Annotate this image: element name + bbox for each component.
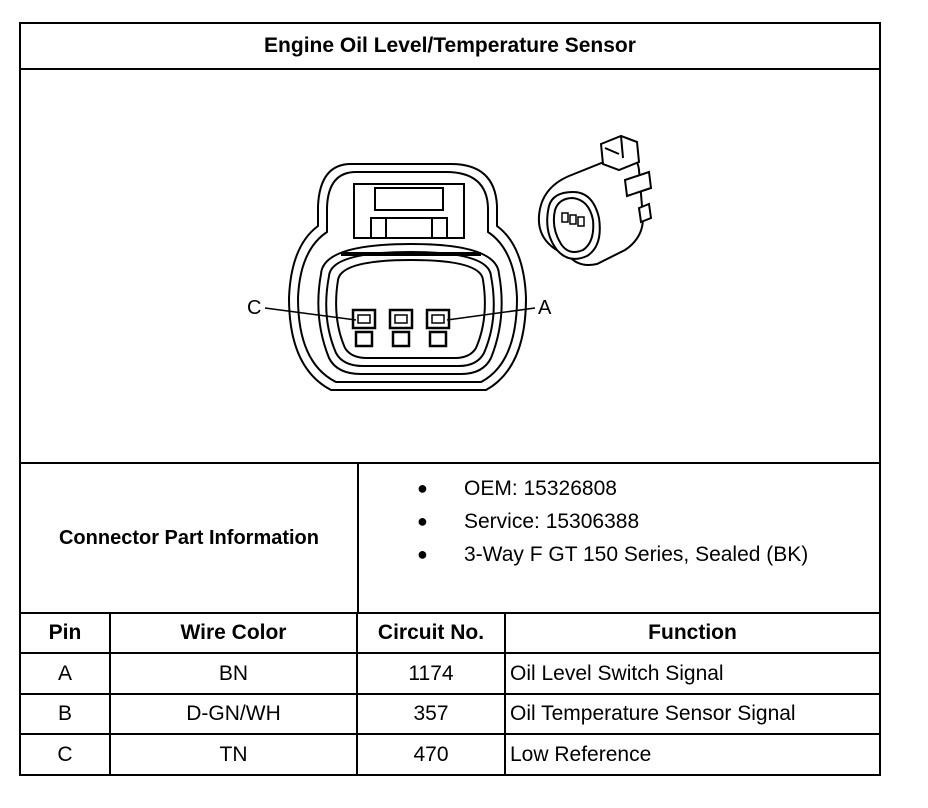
latch-tab: [371, 218, 447, 238]
bullet-icon: ●: [417, 478, 428, 498]
table-row: [21, 734, 879, 774]
bullet-icon: ●: [417, 511, 428, 531]
part-info-text: OEM: 15326808: [464, 477, 617, 500]
part-info-item: [359, 538, 879, 571]
part-info-item: [359, 505, 879, 538]
connector-face-diagram: [21, 68, 879, 462]
connector-drawing: [21, 68, 879, 464]
cell-pin: C: [21, 734, 110, 774]
cell-function: Oil Temperature Sensor Signal: [505, 694, 879, 735]
connector-isometric-view: [539, 136, 651, 265]
bullet-icon: ●: [417, 544, 428, 564]
part-info-text: 3-Way F GT 150 Series, Sealed (BK): [464, 543, 809, 566]
latch-top: [375, 188, 443, 210]
cell-pin: B: [21, 694, 110, 735]
pin-table: [21, 614, 879, 774]
table-row: [21, 653, 879, 694]
cell-function: Oil Level Switch Signal: [505, 653, 879, 694]
cavity-b-upper: [390, 310, 412, 328]
cavity-c-upper: [353, 310, 375, 328]
callout-leader-c: [265, 308, 356, 320]
cell-wire-color: D-GN/WH: [110, 694, 357, 735]
cell-function: Low Reference: [505, 734, 879, 774]
header-pin: Pin: [21, 614, 110, 653]
connector-part-info: [21, 464, 879, 614]
part-info-text: Service: 15306388: [464, 510, 640, 533]
pin-callout-a: A: [538, 297, 552, 319]
page-title: Engine Oil Level/Temperature Sensor: [21, 24, 879, 70]
cavity-a-upper: [427, 310, 449, 328]
connector-sheet: [19, 22, 881, 776]
cell-circuit-no: 1174: [357, 653, 505, 694]
callout-leader-a: [447, 308, 535, 320]
table-row: [21, 694, 879, 735]
cavity-c-lower: [356, 332, 372, 346]
cavity-a-lower: [430, 332, 446, 346]
connector-part-info-label: Connector Part Information: [21, 464, 359, 612]
cell-pin: A: [21, 653, 110, 694]
pin-callout-c: C: [247, 297, 262, 319]
header-wire-color: Wire Color: [110, 614, 357, 653]
part-info-item: [359, 472, 879, 505]
connector-part-info-list: [359, 472, 879, 571]
cell-wire-color: BN: [110, 653, 357, 694]
cell-wire-color: TN: [110, 734, 357, 774]
header-circuit-no: Circuit No.: [357, 614, 505, 653]
cell-circuit-no: 470: [357, 734, 505, 774]
header-function: Function: [505, 614, 879, 653]
pin-table-header-row: [21, 614, 879, 653]
cell-circuit-no: 357: [357, 694, 505, 735]
cavity-b-lower: [393, 332, 409, 346]
